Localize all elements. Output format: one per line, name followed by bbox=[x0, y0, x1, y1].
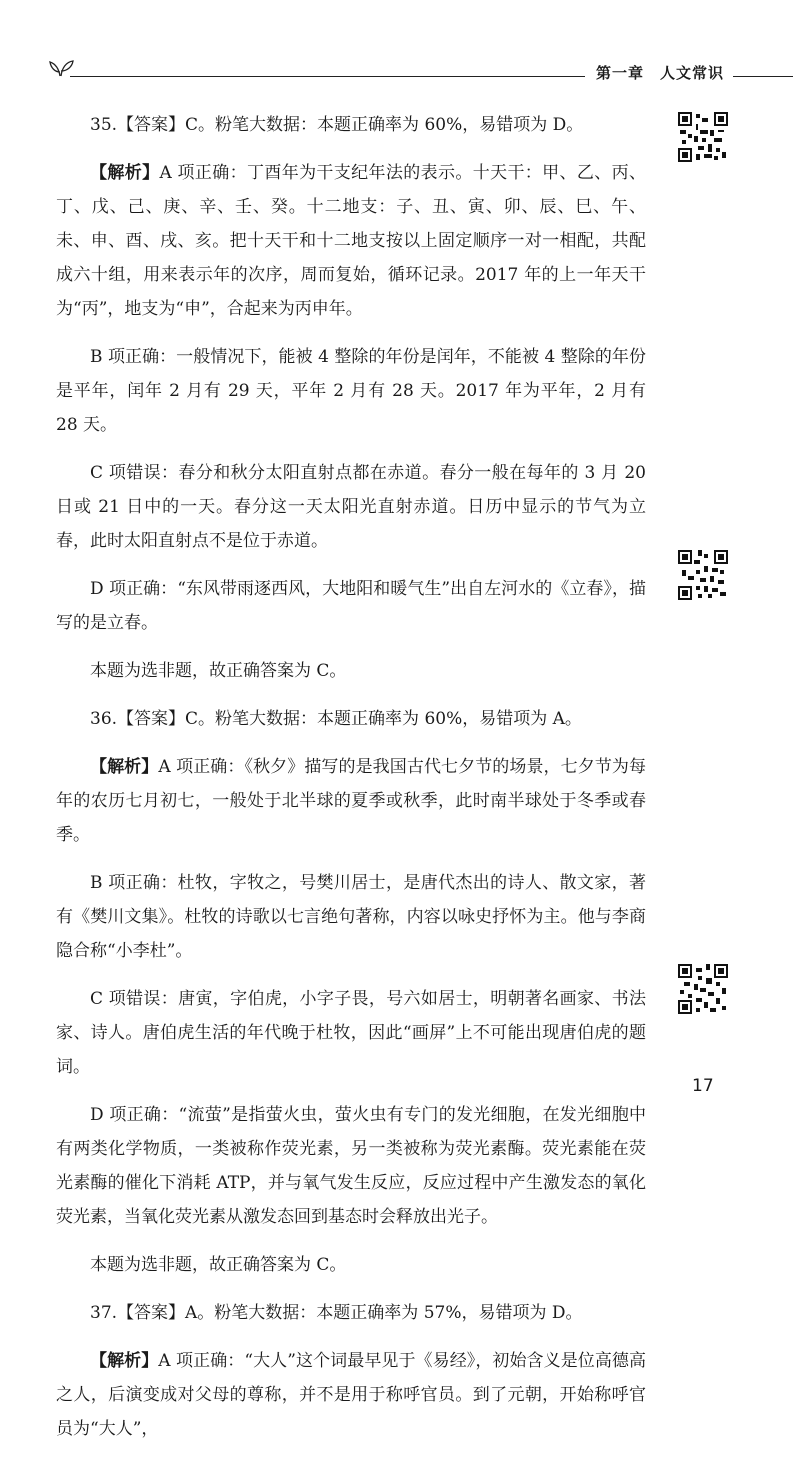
paragraph-text: 本题为选非题，故正确答案为 C。 bbox=[90, 1255, 347, 1275]
analysis-35-c bbox=[56, 456, 646, 558]
conclusion-36 bbox=[56, 1248, 646, 1282]
analysis-35-a bbox=[56, 156, 646, 326]
paragraph-text: 本题为选非题，故正确答案为 C。 bbox=[90, 661, 347, 681]
paragraph-text: B 项正确：杜牧，字牧之，号樊川居士，是唐代杰出的诗人、散文家，著有《樊川文集》。杜牧的诗歌以七言绝句著称，内容以咏史抒怀为主。他与李商隐合称“小李杜”。 bbox=[56, 873, 646, 961]
qr-code-icon[interactable] bbox=[678, 550, 728, 600]
qr-code-icon[interactable] bbox=[678, 964, 728, 1014]
analysis-tag: 【解析】 bbox=[90, 163, 160, 183]
chapter-title: 人文常识 bbox=[660, 64, 725, 82]
analysis-36-d bbox=[56, 1098, 646, 1234]
page-header bbox=[0, 50, 800, 90]
paragraph-text: A 项正确：“大人”这个词最早见于《易经》，初始含义是位高德高之人，后演变成对父母的尊称，并不是用于称呼官员。到了元朝，开始称呼官员为“大人”， bbox=[56, 1351, 647, 1439]
answer-36 bbox=[56, 702, 646, 736]
analysis-37-a bbox=[56, 1344, 646, 1446]
page-number: 17 bbox=[692, 1076, 714, 1096]
analysis-36-c bbox=[56, 982, 646, 1084]
chapter-heading bbox=[596, 62, 724, 83]
conclusion-35 bbox=[56, 654, 646, 688]
header-rule-right bbox=[733, 76, 793, 77]
page-body bbox=[56, 108, 646, 1460]
paragraph-text: 37.【答案】A。粉笔大数据：本题正确率为 57%，易错项为 D。 bbox=[90, 1303, 583, 1323]
chapter-number: 第一章 bbox=[596, 64, 645, 82]
analysis-35-b bbox=[56, 340, 646, 442]
paragraph-text: B 项正确：一般情况下，能被 4 整除的年份是闰年，不能被 4 整除的年份是平年，闰年 2 月有 29 天，平年 2 月有 28 天。2017 年为平年，2 月有 28 天。 bbox=[56, 347, 646, 435]
paragraph-text: 36.【答案】C。粉笔大数据：本题正确率为 60%，易错项为 A。 bbox=[90, 709, 582, 729]
analysis-35-d bbox=[56, 572, 646, 640]
paragraph-text: D 项正确：“东风带雨逐西风，大地阳和暖气生”出自左河水的《立春》，描写的是立春。 bbox=[56, 579, 646, 633]
paragraph-text: D 项正确：“流萤”是指萤火虫，萤火虫有专门的发光细胞，在发光细胞中有两类化学物质，一类被称作荧光素，另一类被称为荧光素酶。荧光素能在荧光素酶的催化下消耗 ATP，并与氧气发生反应，反应过程中产生激发态的氧化荧光素，当氧化荧光素从激发态回到基态时会释放出光子。 bbox=[56, 1105, 646, 1227]
paragraph-text: A 项正确：丁酉年为干支纪年法的表示。十天干：甲、乙、丙、丁、戊、己、庚、辛、壬、癸。十二地支：子、丑、寅、卯、辰、巳、午、未、申、酉、戌、亥。把十天干和十二地支按以上固定顺序一对一相配，共配成六十组，用来表示年的次序，周而复始，循环记录。2017 年的上一年天干为“丙”，地支为“申”，合起来为丙申年。 bbox=[56, 163, 647, 319]
paragraph-text: C 项错误：唐寅，字伯虎，小字子畏，号六如居士，明朝著名画家、书法家、诗人。唐伯虎生活的年代晚于杜牧，因此“画屏”上不可能出现唐伯虎的题词。 bbox=[56, 989, 646, 1077]
analysis-tag: 【解析】 bbox=[90, 1351, 159, 1371]
answer-35 bbox=[56, 108, 646, 142]
analysis-tag: 【解析】 bbox=[90, 757, 159, 777]
header-rule-left bbox=[70, 76, 585, 77]
paragraph-text: 35.【答案】C。粉笔大数据：本题正确率为 60%，易错项为 D。 bbox=[90, 115, 584, 135]
paragraph-text: A 项正确：《秋夕》描写的是我国古代七夕节的场景，七夕节为每年的农历七月初七，一般处于北半球的夏季或秋季，此时南半球处于冬季或春季。 bbox=[56, 757, 646, 845]
qr-code-icon[interactable] bbox=[678, 112, 728, 162]
analysis-36-b bbox=[56, 866, 646, 968]
answer-37 bbox=[56, 1296, 646, 1330]
analysis-36-a bbox=[56, 750, 646, 852]
paragraph-text: C 项错误：春分和秋分太阳直射点都在赤道。春分一般在每年的 3 月 20 日或 21 日中的一天。春分这一天太阳光直射赤道。日历中显示的节气为立春，此时太阳直射点不是位于赤道。 bbox=[56, 463, 646, 551]
